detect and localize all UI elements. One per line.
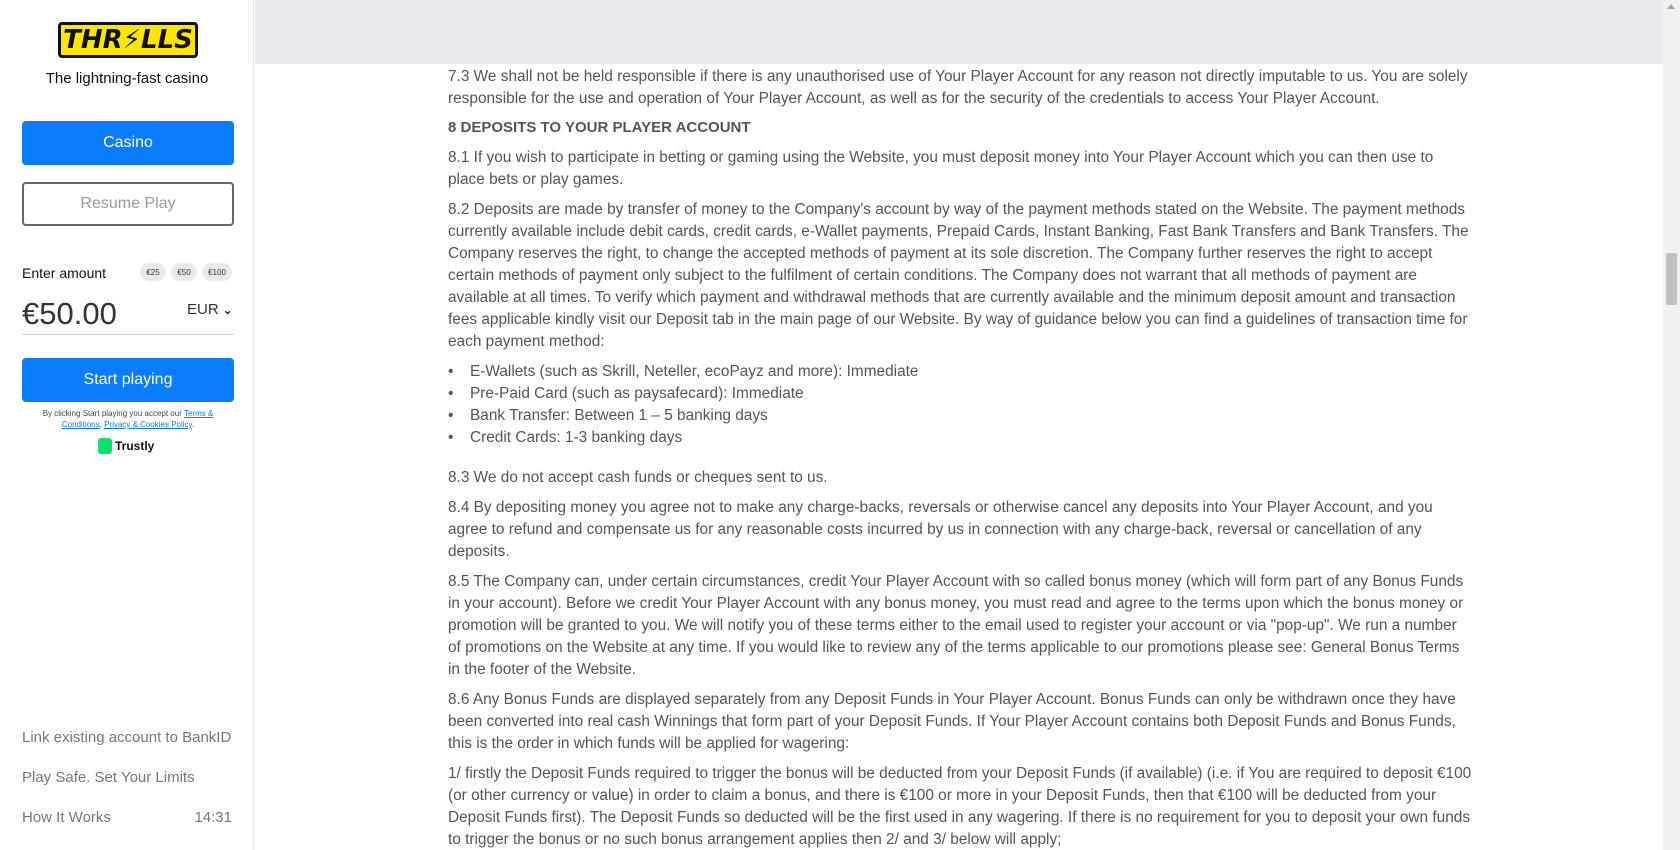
- paragraph-8-1: 8.1 If you wish to participate in betting or gaming using the Website, you must deposit money into Your Player Account which you can then use to place bets or play games.: [448, 149, 1434, 188]
- scroll-thumb[interactable]: [1666, 253, 1677, 305]
- enter-amount-label: Enter amount: [22, 265, 107, 281]
- trustly-label: Trustly: [115, 439, 155, 453]
- trustly-badge: [98, 438, 154, 454]
- amount-chip-100[interactable]: €100: [202, 263, 232, 281]
- terms-link[interactable]: Terms & Conditions: [61, 409, 214, 429]
- currency-select[interactable]: [187, 301, 233, 318]
- clock: 14:31: [194, 809, 232, 826]
- link-play-safe[interactable]: Play Safe. Set Your Limits: [22, 769, 195, 786]
- vertical-scrollbar[interactable]: [1663, 0, 1680, 850]
- paragraph-8-6-1: 1/ firstly the Deposit Funds required to trigger the bonus will be deducted from your Deposit Funds (if available) (i.e. if You are required to deposit €100 (or other currency or value) in order to claim a bonus, and there is €100 or more in your Deposit Funds, then that €100 will be deducted from your Deposit Funds first). The Deposit Funds so deducted will be the first used in any wagering. If there is no requirement for you to deposit your own funds to trigger the bonus or no such bonus arrangement applies then 2/ and 3/ below will apply;: [448, 765, 1472, 848]
- tagline: The lightning-fast casino: [45, 70, 209, 87]
- amount-underline: [22, 334, 234, 335]
- resume-play-button[interactable]: Resume Play: [22, 182, 234, 226]
- list-item: • Bank Transfer: Between 1 – 5 banking days: [448, 405, 1473, 427]
- link-how-it-works[interactable]: How It Works: [22, 809, 111, 826]
- amount-chip-25[interactable]: €25: [140, 263, 166, 281]
- section-heading-8: 8 DEPOSITS TO YOUR PLAYER ACCOUNT: [448, 119, 751, 136]
- privacy-link[interactable]: Privacy & Cookies Policy: [104, 420, 192, 429]
- amount-chip-50[interactable]: €50: [171, 263, 197, 281]
- list-item: • E-Wallets (such as Skrill, Neteller, ecoPayz and more): Immediate: [448, 361, 1473, 383]
- paragraph-8-5: 8.5 The Company can, under certain circumstances, credit Your Player Account with so called bonus money (which will form part of any Bonus Funds in your account). Before we credit Your Player Account with any bonus money, you must read and agree to the terms upon which the bonus money or promotion will be granted to you. We will notify you of these terms either to the email used to register your account or via "pop-up". We run a number of promotions on the Website at any time. If you would like to review any of the terms applicable to our promotions please see: General Bonus Terms in the footer of the Website.: [448, 573, 1464, 678]
- paragraph-7-3: 7.3 We shall not be held responsible if there is any unauthorised use of Your Player Account for any reason not directly imputable to us. You are solely responsible for the use and operation of Your Player Account, as well as for the security of the credentials to access Your Player Account.: [448, 68, 1468, 107]
- thrills-logo[interactable]: [58, 22, 198, 58]
- terms-content: [448, 66, 1473, 850]
- payment-times-list: [448, 361, 1473, 449]
- paragraph-8-6: 8.6 Any Bonus Funds are displayed separately from any Deposit Funds in Your Player Account. Bonus Funds can only be withdrawn once they have been converted into real cash Winnings that form part of your Deposit Funds. If Your Player Account contains both Deposit Funds and Bonus Funds, this is the order in which funds will be applied for wagering:: [448, 691, 1456, 752]
- casino-button[interactable]: Casino: [22, 121, 234, 165]
- scroll-up-arrow-icon[interactable]: [1667, 4, 1675, 9]
- sidebar: [0, 0, 254, 850]
- terms-disclaimer: [22, 408, 234, 430]
- top-banner: [255, 0, 1663, 64]
- paragraph-8-2: 8.2 Deposits are made by transfer of money to the Company's account by way of the payment methods stated on the Website. The payment methods currently available include debit cards, credit cards, e-Wallet payments, Prepaid Cards, Instant Banking, Fast Bank Transfers and Bank Transfers. The Company reserves the right, to change the accepted methods of payment at its sole discretion. The Company further reserves the right to accept certain methods of payment only subject to the fulfilment of certain conditions. The Company does not warrant that all methods of payment are available at all times. To verify which payment and withdrawal methods that are currently available and the minimum deposit amount and transaction fees applicable kindly visit our Deposit tab in the main page of our Website. By way of guidance below you can find a guidelines of transaction time for each payment method:: [448, 201, 1469, 350]
- currency-value: EUR: [187, 301, 219, 318]
- paragraph-8-4: 8.4 By depositing money you agree not to make any charge-backs, reversals or otherwise cancel any deposits into Your Player Account, and you agree to refund and compensate us for any reasonable costs incurred by us in connection with any charge-back, reversal or cancellation of any deposits.: [448, 499, 1433, 560]
- trustly-lock-icon: [98, 438, 112, 454]
- paragraph-8-3: 8.3 We do not accept cash funds or cheques sent to us.: [448, 469, 828, 486]
- chevron-down-icon: ⌄: [222, 302, 233, 317]
- disclaimer-prefix: By clicking Start playing you accept our: [42, 409, 184, 418]
- list-item: • Pre-Paid Card (such as paysafecard): Immediate: [448, 383, 1473, 405]
- logo-text: THR⚡LLS: [63, 25, 193, 55]
- list-item: • Credit Cards: 1-3 banking days: [448, 427, 1473, 449]
- amount-input[interactable]: €50.00: [22, 296, 117, 331]
- disclaimer-separator: ,: [99, 420, 105, 429]
- link-bankid[interactable]: Link existing account to BankID: [22, 729, 232, 746]
- disclaimer-suffix: .: [191, 420, 195, 429]
- start-playing-button[interactable]: Start playing: [22, 358, 234, 402]
